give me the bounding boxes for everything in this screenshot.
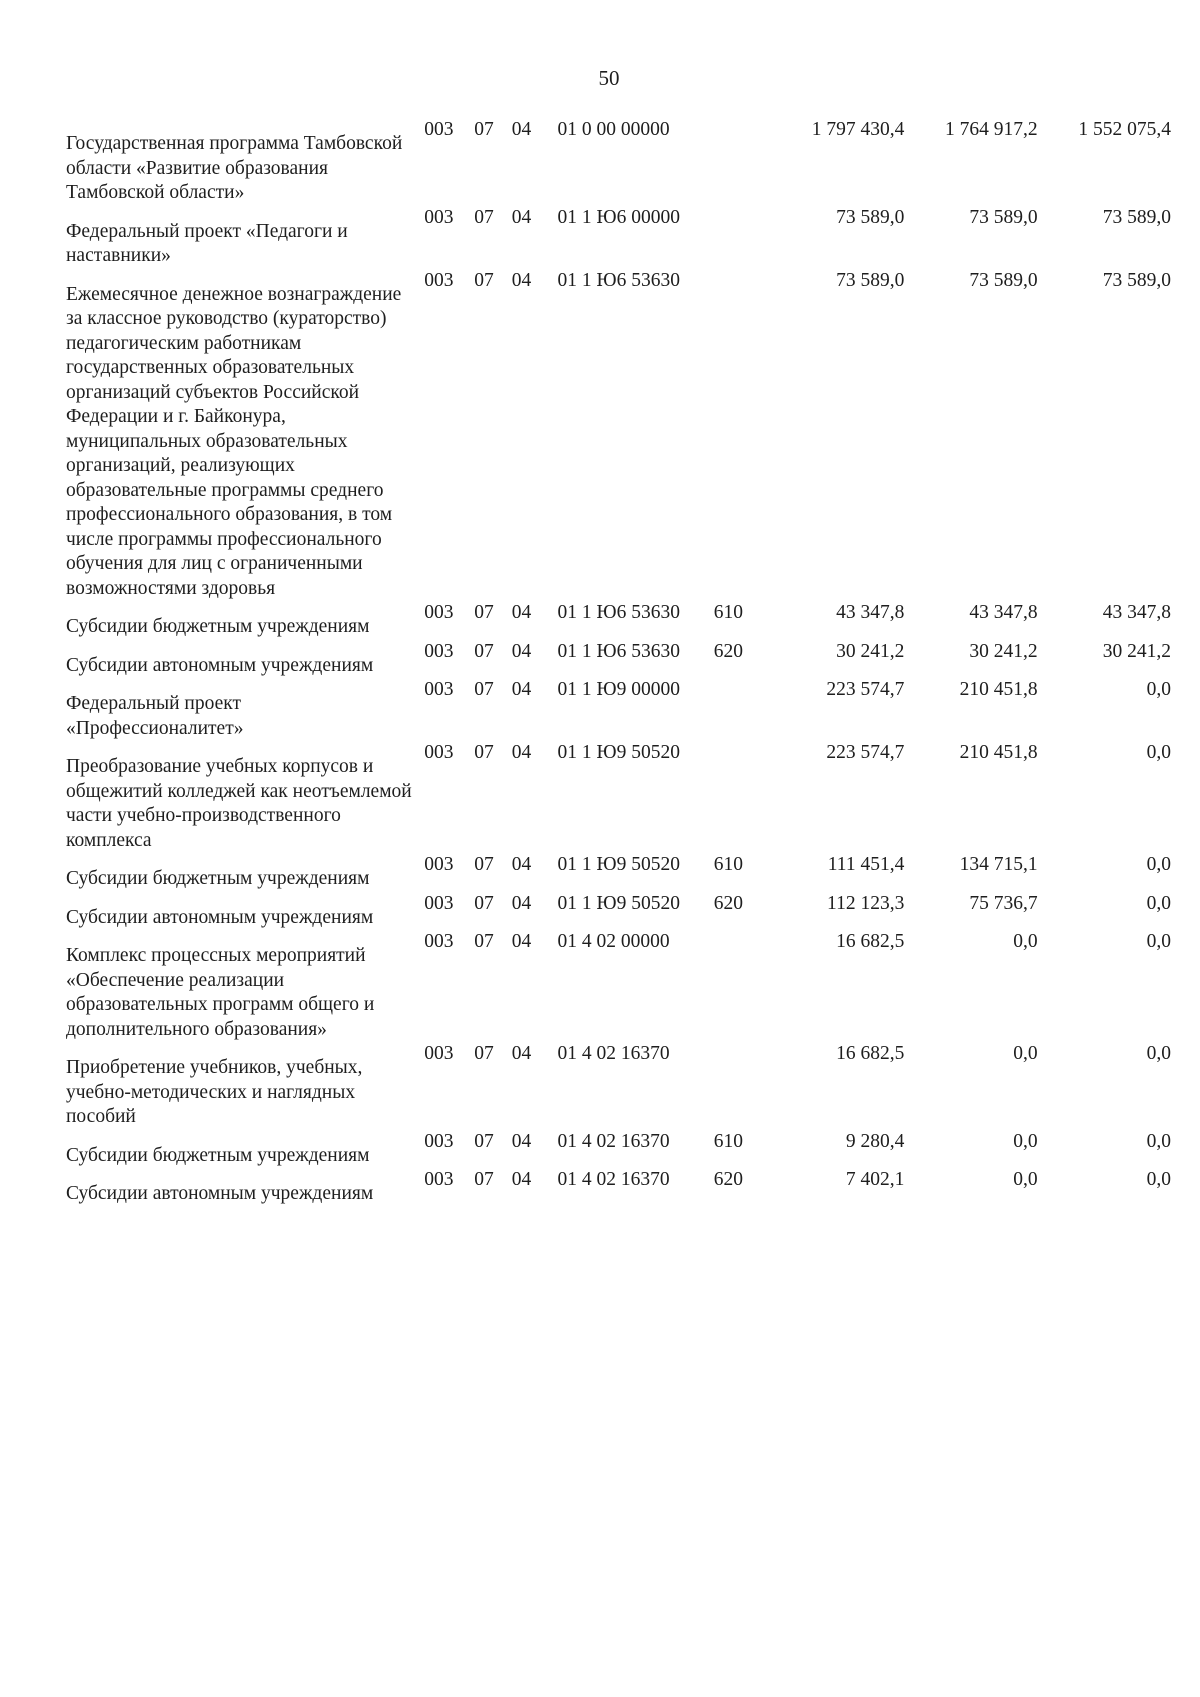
subsection-code: 04 [511,931,532,952]
amount-year-2: 73 589,0 [969,206,1038,228]
target-article-code: 01 0 00 00000 [557,119,670,140]
expense-type-code [714,269,771,602]
row-name: Субсидии автономным учреждениям [66,906,374,928]
amount-year-1: 9 280,4 [845,1130,905,1152]
section-code: 07 [474,206,494,228]
amount-year-1: 73 589,0 [836,269,905,291]
amount-year-1: 223 574,7 [826,679,905,700]
ved-code: 003 [424,602,454,623]
row-name: Федеральный проект «Педагоги и наставники» [66,220,348,266]
expense-type-code [714,930,771,1042]
table-body [66,118,1171,1207]
amount-year-1: 111 451,4 [827,854,905,875]
amount-year-1: 16 682,5 [836,1043,905,1064]
table-row [66,930,1171,1042]
amount-year-3: 30 241,2 [1102,640,1171,662]
ved-code: 003 [424,1130,454,1152]
table-row [66,601,1171,640]
row-name: Субсидии бюджетным учреждениям [66,868,370,889]
target-article-code: 01 1 Ю9 50520 [557,892,680,914]
subsection-code: 04 [511,640,532,662]
subsection-code: 04 [511,206,532,228]
row-name: Комплекс процессных мероприятий «Обеспечение реализации образовательных программ общего и дополнительного образования» [66,945,375,1040]
amount-year-1: 7 402,1 [845,1169,905,1190]
table-row [66,741,1171,853]
subsection-code: 04 [511,679,532,700]
amount-year-1: 112 123,3 [827,892,905,914]
page-number: 50 [598,66,620,90]
amount-year-2: 75 736,7 [969,892,1038,914]
ved-code: 003 [424,269,454,291]
ved-code: 003 [424,854,454,875]
table-row [66,892,1171,931]
amount-year-3: 0,0 [1146,931,1171,952]
ved-code: 003 [424,742,454,763]
section-code: 07 [474,602,494,623]
subsection-code: 04 [511,1130,532,1152]
subsection-code: 04 [511,269,532,291]
table-row [66,853,1171,892]
amount-year-3: 0,0 [1146,1169,1171,1190]
amount-year-2: 134 715,1 [959,854,1038,875]
target-article-code: 01 4 02 16370 [557,1169,670,1190]
row-name: Преобразование учебных корпусов и общежитий колледжей как неотъемлемой части учебно-производственного комплекса [66,756,412,851]
amount-year-3: 0,0 [1146,742,1171,763]
target-article-code: 01 1 Ю9 50520 [557,742,680,763]
amount-year-3: 0,0 [1146,854,1171,875]
target-article-code: 01 1 Ю9 00000 [557,679,680,700]
target-article-code: 01 1 Ю6 53630 [557,269,680,291]
target-article-code: 01 4 02 00000 [557,931,670,952]
section-code: 07 [474,1130,494,1152]
amount-year-2: 1 764 917,2 [945,119,1038,140]
ved-code: 003 [424,892,454,914]
subsection-code: 04 [511,892,532,914]
section-code: 07 [474,640,494,662]
row-name: Государственная программа Тамбовской области «Развитие образования Тамбовской области» [66,133,403,203]
ved-code: 003 [424,119,454,140]
target-article-code: 01 1 Ю6 53630 [557,602,680,623]
amount-year-2: 73 589,0 [969,269,1038,291]
amount-year-2: 0,0 [1013,1043,1038,1064]
expense-type-code: 610 [713,602,744,623]
table-row [66,678,1171,741]
subsection-code: 04 [511,602,532,623]
ved-code: 003 [424,1043,454,1064]
amount-year-3: 0,0 [1146,1043,1171,1064]
budget-table [66,118,1171,1207]
expense-type-code [714,118,771,206]
section-code: 07 [474,119,494,140]
amount-year-1: 223 574,7 [826,742,905,763]
table-row [66,1130,1171,1169]
amount-year-2: 210 451,8 [959,742,1038,763]
target-article-code: 01 4 02 16370 [557,1130,670,1152]
section-code: 07 [474,269,494,291]
target-article-code: 01 4 02 16370 [557,1043,670,1064]
amount-year-3: 0,0 [1146,679,1171,700]
expense-type-code [714,1042,771,1130]
section-code: 07 [474,931,494,952]
amount-year-3: 73 589,0 [1102,269,1171,291]
subsection-code: 04 [511,1169,532,1190]
amount-year-2: 43 347,8 [969,602,1038,623]
ved-code: 003 [424,679,454,700]
subsection-code: 04 [511,854,532,875]
expense-type-code: 610 [713,1130,744,1152]
row-name: Субсидии автономным учреждениям [66,1183,374,1204]
row-name: Ежемесячное денежное вознаграждение за классное руководство (кураторство) педагогическим работникам государственных образовательных организаций субъектов Российской Федерации и г. Байконура, муниципальных образовательных организаций, реализующих образовательные программы среднего профессионального образования, в том числе программы профессионального обучения для лиц с ограниченными возможностями здоровья [66,283,402,599]
subsection-code: 04 [511,1043,532,1064]
row-name: Приобретение учебников, учебных, учебно-методических и наглядных пособий [66,1057,363,1127]
expense-type-code [714,206,771,269]
amount-year-1: 16 682,5 [836,931,905,952]
amount-year-3: 0,0 [1146,1130,1171,1152]
ved-code: 003 [424,1169,454,1190]
ved-code: 003 [424,640,454,662]
amount-year-2: 30 241,2 [969,640,1038,662]
amount-year-3: 0,0 [1146,892,1171,914]
target-article-code: 01 1 Ю9 50520 [557,854,680,875]
amount-year-2: 0,0 [1013,931,1038,952]
table-row [66,269,1171,602]
section-code: 07 [474,892,494,914]
target-article-code: 01 1 Ю6 53630 [557,640,680,662]
subsection-code: 04 [511,119,532,140]
section-code: 07 [474,1043,494,1064]
row-name: Федеральный проект «Профессионалитет» [66,693,244,739]
table-row [66,1168,1171,1207]
amount-year-1: 73 589,0 [836,206,905,228]
section-code: 07 [474,1169,494,1190]
expense-type-code [714,678,771,741]
amount-year-1: 43 347,8 [836,602,905,623]
section-code: 07 [474,742,494,763]
amount-year-2: 0,0 [1013,1130,1038,1152]
amount-year-1: 30 241,2 [836,640,905,662]
expense-type-code: 610 [713,854,744,875]
table-row [66,118,1171,206]
amount-year-3: 1 552 075,4 [1078,119,1171,140]
row-name: Субсидии бюджетным учреждениям [66,616,370,637]
section-code: 07 [474,854,494,875]
section-code: 07 [474,679,494,700]
amount-year-3: 43 347,8 [1102,602,1171,623]
table-row [66,640,1171,679]
row-name: Субсидии бюджетным учреждениям [66,1144,370,1166]
table-row [66,206,1171,269]
ved-code: 003 [424,931,454,952]
expense-type-code [714,741,771,853]
expense-type-code: 620 [713,892,744,914]
amount-year-1: 1 797 430,4 [811,119,905,140]
expense-type-code: 620 [713,1169,744,1190]
table-row [66,1042,1171,1130]
expense-type-code: 620 [713,640,744,662]
target-article-code: 01 1 Ю6 00000 [557,206,680,228]
amount-year-3: 73 589,0 [1102,206,1171,228]
amount-year-2: 210 451,8 [959,679,1038,700]
subsection-code: 04 [511,742,532,763]
row-name: Субсидии автономным учреждениям [66,654,374,676]
amount-year-2: 0,0 [1013,1169,1038,1190]
ved-code: 003 [424,206,454,228]
